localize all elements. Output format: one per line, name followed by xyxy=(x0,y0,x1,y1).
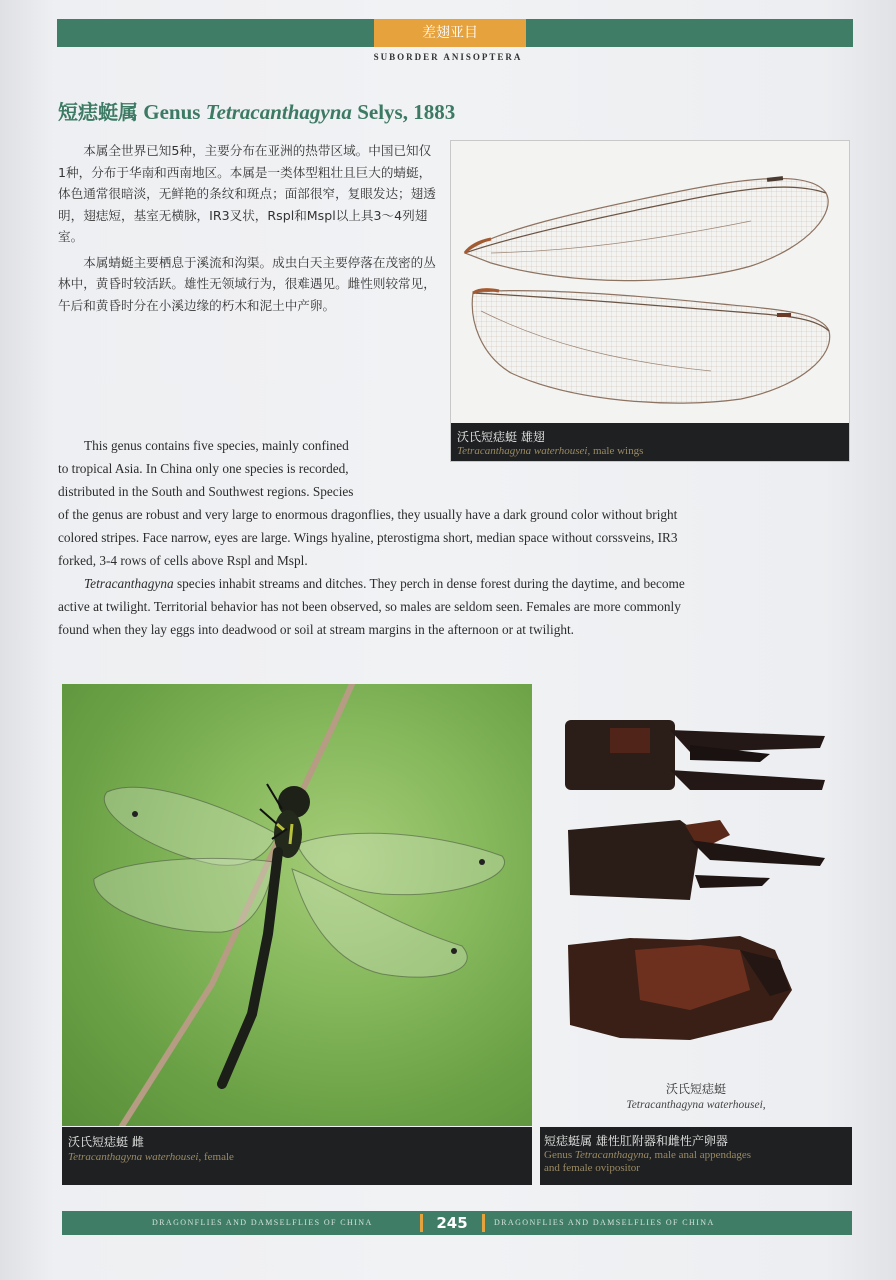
footer-separator xyxy=(420,1214,423,1232)
english-paragraph-1a xyxy=(58,434,438,503)
footer-separator xyxy=(482,1214,485,1232)
wing-caption-rest: , male wings xyxy=(587,445,644,457)
photo-caption-species: Tetracanthagyna waterhousei xyxy=(68,1151,199,1163)
en-line: colored stripes. Face narrow, eyes are large. Wings hyaline, pterostigma short, median space without corssveins, IR3 xyxy=(58,530,678,545)
en-line: to tropical Asia. In China only one species is recorded, xyxy=(58,461,349,476)
en-genus-italic: Tetracanthagyna xyxy=(84,576,174,591)
photo-caption-cn: 沃氏短痣蜓 雌 xyxy=(68,1135,144,1149)
en-line: found when they lay eggs into deadwood or soil at stream margins in the afternoon or at twilight. xyxy=(58,622,575,637)
wing-figure xyxy=(450,140,850,462)
anal-appendages-figure xyxy=(540,700,852,1100)
page-number: 245 xyxy=(436,1214,468,1232)
wing-caption-cn: 沃氏短痣蜓 雄翅 xyxy=(457,430,545,444)
en-line: Tetracanthagyna species inhabit streams and ditches. They perch in dense forest during the daytime, and become xyxy=(84,576,685,591)
chinese-description xyxy=(58,140,436,320)
ovipositor xyxy=(568,936,792,1040)
wing-caption-species: Tetracanthagyna waterhousei xyxy=(457,445,588,457)
suborder-subtitle: SUBORDER ANISOPTERA xyxy=(373,52,523,62)
dragonfly-illustration xyxy=(62,684,532,1126)
forewing xyxy=(465,176,828,280)
anal-caption-species: Tetracanthagyna waterhousei, xyxy=(626,1099,766,1111)
anal-caption-en: Genus Tetracanthagyna, male anal appendages and female ovipositor xyxy=(544,1149,752,1174)
cn-paragraph: 本属蜻蜓主要栖息于溪流和沟渠。成虫白天主要停落在茂密的丛林中，黄昏时较活跃。雄性无领域行为，很难遇见。雌性则较常见，午后和黄昏时分在小溪边缘的朽木和泥土中产卵。 xyxy=(58,254,436,313)
cn-paragraph: 本属全世界已知5种，主要分布在亚洲的热带区域。中国已知仅1种，分布于华南和西南地区。本属是一类体型粗壮且巨大的蜻蜓，体色通常很暗淡，无鲜艳的条纹和斑点；面部很窄，复眼发达；翅透明，翅痣短，基室无横脉，IR3叉状，Rspl和Mspl以上具3～4列翅室。 xyxy=(58,143,436,244)
genus-name: Tetracanthagyna xyxy=(205,100,352,124)
photo-caption xyxy=(62,1127,532,1185)
genus-author: Selys, 1883 xyxy=(357,100,456,124)
footer-title-left: DRAGONFLIES AND DAMSELFLIES OF CHINA xyxy=(152,1218,373,1227)
en-line: of the genus are robust and very large to enormous dragonflies, they usually have a dark ground color without bright xyxy=(58,507,678,522)
en-line: forked, 3-4 rows of cells above Rspl and Mspl. xyxy=(58,553,308,568)
anal-caption-cn: 沃氏短痣蜓 xyxy=(665,1082,726,1096)
english-paragraph-2 xyxy=(58,572,858,641)
english-paragraph-1b xyxy=(58,503,858,572)
photo-caption-en: Tetracanthagyna waterhousei, female xyxy=(68,1151,234,1163)
footer-title-right: DRAGONFLIES AND DAMSELFLIES OF CHINA xyxy=(494,1218,715,1227)
wing-caption-en xyxy=(457,445,643,457)
female-dragonfly-photo xyxy=(62,684,532,1126)
en-line: This genus contains five species, mainly confined xyxy=(84,438,349,453)
genus-title-cn: 短痣蜓属 xyxy=(58,100,138,124)
suborder-tab: 差翅亚目 xyxy=(374,19,526,47)
anal-caption-cn-main: 短痣蜓属 雄性肛附器和雌性产卵器 xyxy=(544,1134,728,1148)
genus-word: Genus xyxy=(143,100,201,124)
hindwing xyxy=(472,290,829,403)
appendage-dorsal xyxy=(565,720,825,790)
anal-caption xyxy=(540,1127,852,1185)
wing-caption xyxy=(451,423,850,462)
en-line: distributed in the South and Southwest regions. Species xyxy=(58,484,354,499)
genus-title xyxy=(58,96,455,125)
en-line: active at twilight. Territorial behavior has not been observed, so males are seldom seen. Females are more commonly xyxy=(58,599,681,614)
wings-illustration xyxy=(451,141,850,462)
appendage-lateral xyxy=(568,820,825,900)
